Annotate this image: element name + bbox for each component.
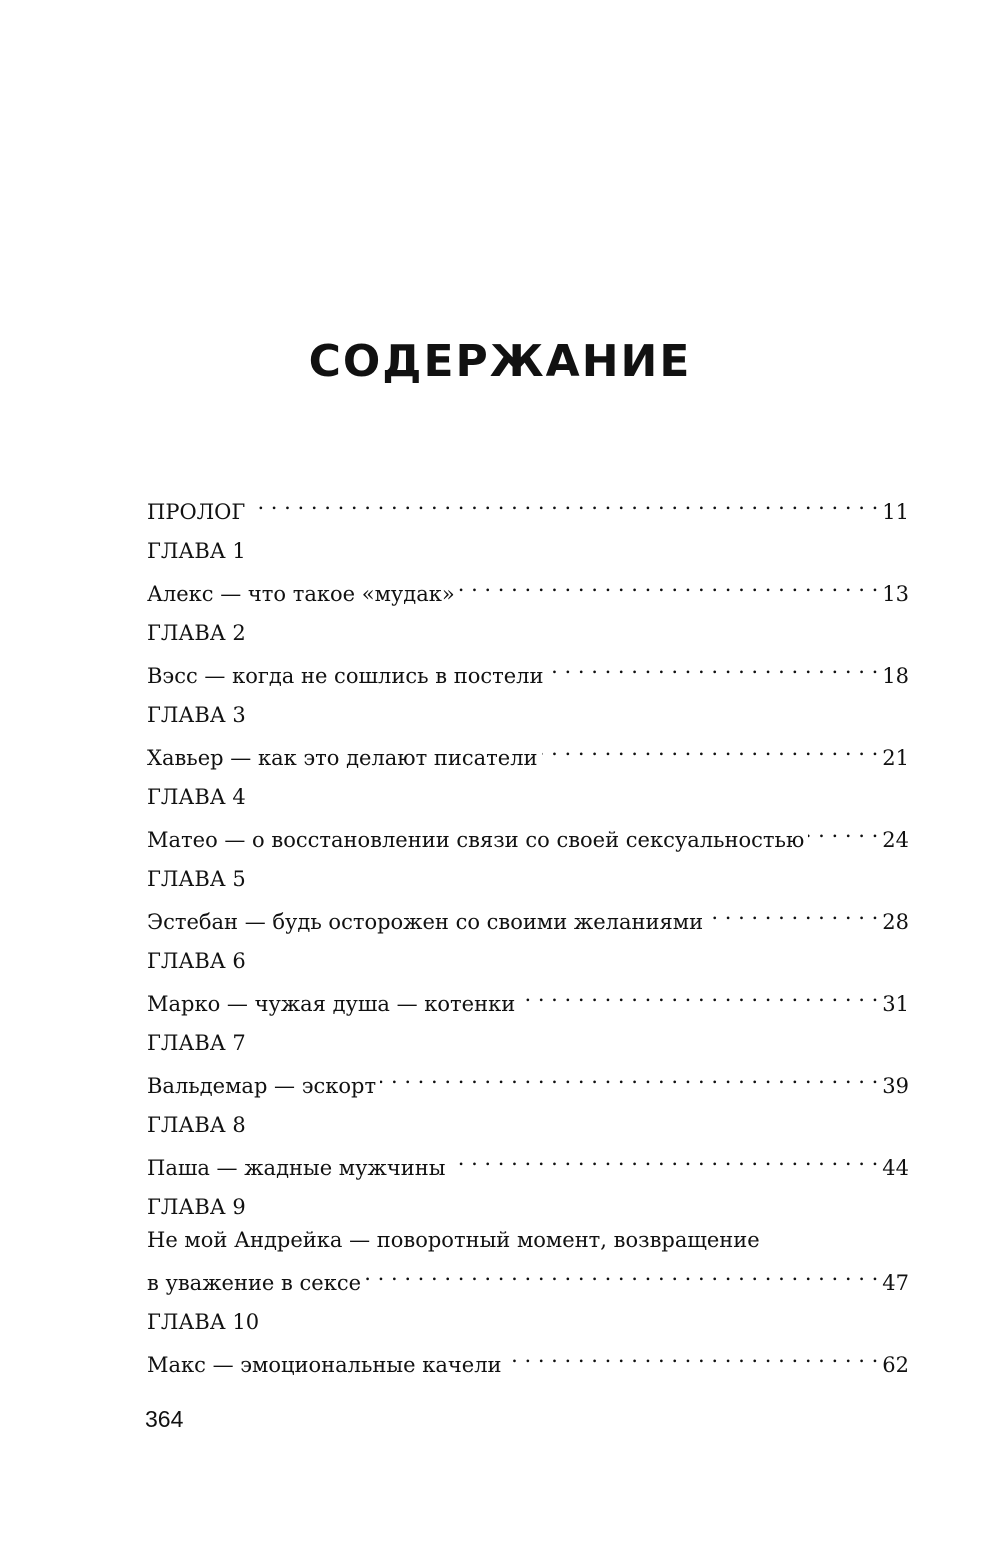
toc-leader-row [147, 650, 909, 688]
dot-leader [365, 1257, 878, 1290]
chapter-heading: ГЛАВА 9 [147, 1195, 246, 1219]
chapter-title: в уважение в сексе [147, 1271, 362, 1295]
toc-leader-row [147, 978, 909, 1016]
page-ref: 31 [882, 992, 909, 1016]
dot-leader [547, 650, 878, 683]
dot-leader [380, 1060, 878, 1093]
chapter-title: ПРОЛОГ [147, 500, 246, 524]
chapter-heading: ГЛАВА 3 [147, 703, 246, 727]
toc-entry [147, 781, 909, 852]
toc-entry [147, 1191, 909, 1295]
dot-leader [519, 978, 878, 1011]
chapter-heading: ГЛАВА 4 [147, 785, 246, 809]
toc-leader-row [147, 486, 909, 524]
chapter-title-line: Не мой Андрейка — поворотный момент, возвращение [147, 1228, 760, 1252]
chapter-heading: ГЛАВА 10 [147, 1310, 260, 1334]
page-ref: 62 [882, 1353, 909, 1377]
toc-entry [147, 945, 909, 1016]
page-ref: 11 [882, 500, 909, 524]
chapter-title: Вэсс — когда не сошлись в постели [147, 664, 544, 688]
toc-entry [147, 699, 909, 770]
dot-leader [449, 1142, 878, 1175]
page-ref: 47 [882, 1271, 909, 1295]
page-number: 364 [145, 1406, 184, 1432]
chapter-title: Эстебан — будь осторожен со своими желаниями [147, 910, 704, 934]
dot-leader [459, 568, 879, 601]
toc-leader-row [147, 896, 909, 934]
page-ref: 39 [882, 1074, 909, 1098]
dot-leader [542, 732, 879, 765]
chapter-title: Макс — эмоциональные качели [147, 1353, 502, 1377]
page-ref: 28 [882, 910, 909, 934]
toc-entry [147, 486, 909, 524]
page-ref: 24 [882, 828, 909, 852]
chapter-heading: ГЛАВА 6 [147, 949, 246, 973]
toc-leader-row [147, 568, 909, 606]
toc-leader-row [147, 814, 909, 852]
chapter-title: Паша — жадные мужчины [147, 1156, 446, 1180]
page-ref: 21 [882, 746, 909, 770]
toc-leader-row [147, 1339, 909, 1377]
page-ref: 13 [882, 582, 909, 606]
dot-leader [506, 1339, 879, 1372]
toc-entry [147, 863, 909, 934]
page-ref: 18 [882, 664, 909, 688]
toc-entry [147, 1027, 909, 1098]
chapter-title: Алекс — что такое «мудак» [147, 582, 455, 606]
chapter-heading: ГЛАВА 1 [147, 539, 246, 563]
dot-leader [249, 486, 878, 519]
chapter-heading: ГЛАВА 7 [147, 1031, 246, 1055]
toc-leader-row [147, 1142, 909, 1180]
page-ref: 44 [882, 1156, 909, 1180]
toc-entry [147, 617, 909, 688]
page-title: СОДЕРЖАНИЕ [308, 336, 692, 387]
dot-leader [808, 814, 878, 847]
toc-entry [147, 1109, 909, 1180]
toc-entry [147, 535, 909, 606]
chapter-title: Матео — о восстановлении связи со своей сексуальностью [147, 828, 805, 852]
chapter-title: Марко — чужая душа — котенки [147, 992, 516, 1016]
toc-entry [147, 1306, 909, 1377]
toc-leader-row [147, 1060, 909, 1098]
chapter-heading: ГЛАВА 8 [147, 1113, 246, 1137]
chapter-heading: ГЛАВА 2 [147, 621, 246, 645]
dot-leader [707, 896, 878, 929]
toc-leader-row [147, 732, 909, 770]
table-of-contents [147, 486, 909, 1388]
toc-leader-row [147, 1257, 909, 1295]
chapter-title: Вальдемар — эскорт [147, 1074, 377, 1098]
chapter-heading: ГЛАВА 5 [147, 867, 246, 891]
chapter-title: Хавьер — как это делают писатели [147, 746, 538, 770]
